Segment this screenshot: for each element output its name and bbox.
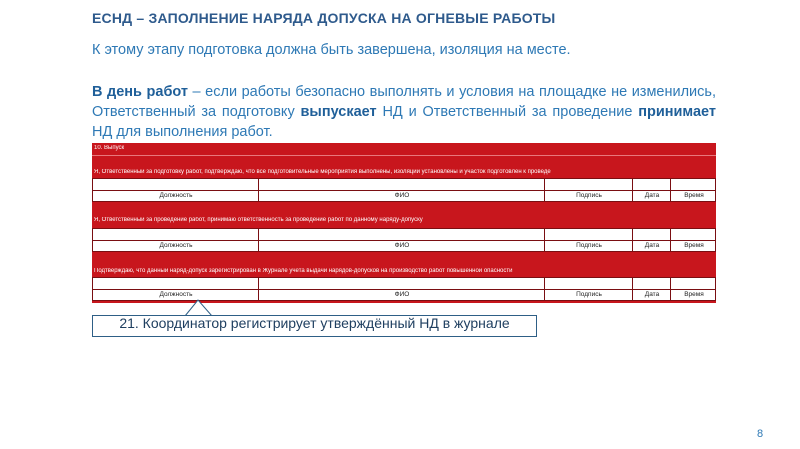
column-position: Должность <box>159 242 193 249</box>
column-name: ФИО <box>394 242 410 249</box>
column-date: Дата <box>644 192 660 199</box>
form-section-title: 10. Выпуск <box>94 145 125 151</box>
statement-execution: Я, Ответственный за проведение работ, принимаю ответственность за проведение работ по данному наряду-допуску <box>94 217 423 223</box>
work-day-text-3: НД для выполнения работ. <box>92 124 273 140</box>
intro-paragraph: К этому этапу подготовка должна быть завершена, изоляция на месте. <box>92 42 571 58</box>
column-date: Дата <box>644 242 660 249</box>
work-day-text-1: – если работы безопасно выполнять и условия на площадке не изменились, Ответственный за подготовку <box>92 84 716 120</box>
column-time: Время <box>684 192 704 199</box>
column-position: Должность <box>159 192 193 199</box>
column-signature: Подпись <box>576 291 602 298</box>
slide-title: ЕСНД – ЗАПОЛНЕНИЕ НАРЯДА ДОПУСКА НА ОГНЕВЫЕ РАБОТЫ <box>92 10 556 26</box>
accepts-keyword: принимает <box>638 104 716 120</box>
issues-keyword: выпускает <box>300 104 377 120</box>
column-date: Дата <box>644 291 660 298</box>
column-signature: Подпись <box>576 192 602 199</box>
callout-box: 21. Координатор регистрирует утверждённый НД в журнале <box>92 315 537 337</box>
column-signature: Подпись <box>576 242 602 249</box>
statement-preparation: Я, Ответственный за подготовку работ, подтверждаю, что все подготовительные мероприятия выполнены, изоляции установлены и участок подготовлен к проведе <box>94 169 551 175</box>
column-name: ФИО <box>394 291 410 298</box>
column-position: Должность <box>159 291 193 298</box>
work-day-text-2: НД и Ответственный за проведение <box>376 104 639 120</box>
work-day-label: В день работ <box>92 84 188 100</box>
statement-registration: Подтверждаю, что данный наряд-допуск зарегистрирован в Журнале учета выдачи нарядов-допусков на производство работ повышенной опасности <box>94 268 513 274</box>
column-time: Время <box>684 291 704 298</box>
column-name: ФИО <box>394 192 410 199</box>
page-number: 8 <box>757 428 764 440</box>
column-time: Время <box>684 242 704 249</box>
